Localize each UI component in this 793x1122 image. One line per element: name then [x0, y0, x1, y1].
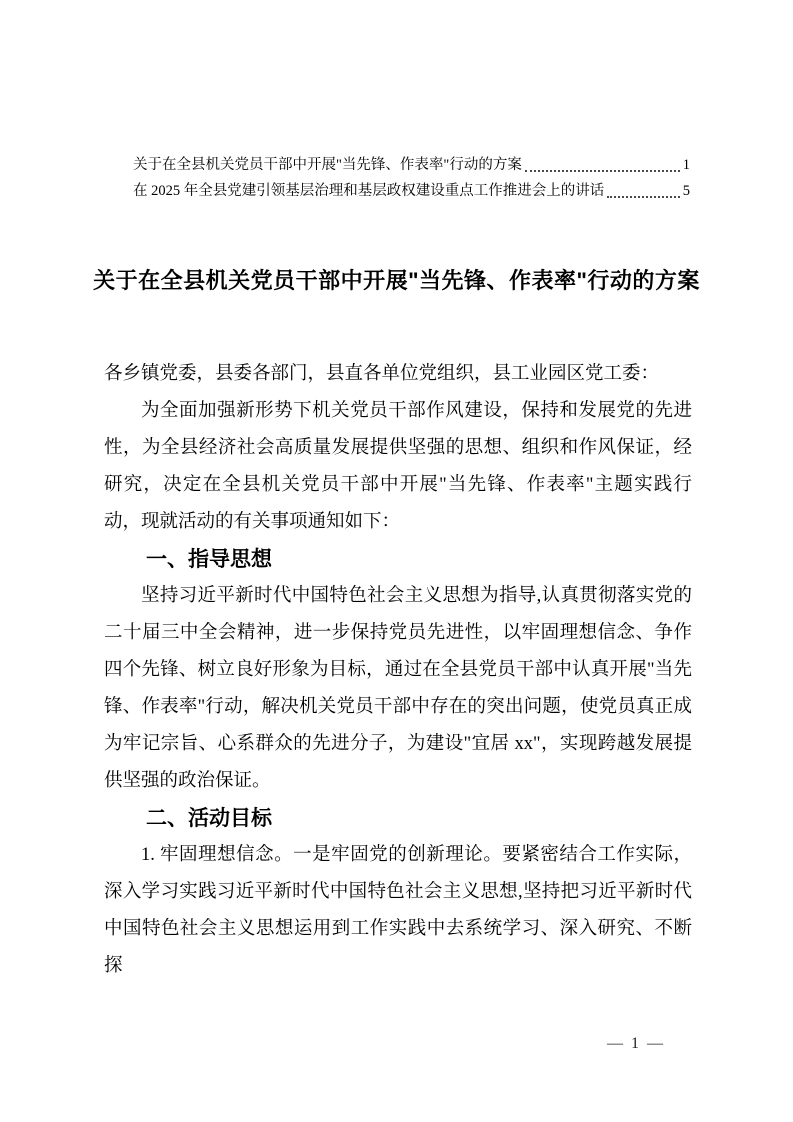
document-title: 关于在全县机关党员干部中开展"当先锋、作表率"行动的方案 [93, 268, 700, 293]
toc-entry[interactable] [133, 152, 690, 178]
toc-entry-title: 在 2025 年全县党建引领基层治理和基层政权建设重点工作推进会上的讲话 [133, 183, 605, 199]
toc-dot-leader [607, 196, 680, 198]
page-number-footer: — 1 — [607, 1035, 665, 1052]
section-heading-guiding-ideology: 一、指导思想 [146, 548, 272, 571]
paragraph-guiding-ideology: 坚持习近平新时代中国特色社会主义思想为指导,认真贯彻落实党的二十届三中全会精神，进一步保持党员先进性，以牢固理想信念、争作四个先锋、树立良好形象为目标，通过在全县党员干部中认真开展"当先锋、作表率"行动，解决机关党员干部中存在的突出问题，使党员真正成为牢记宗旨、心系群众的先进分子，为建设"宜居 xx"，实现跨越发展提供坚强的政治保证。 [104, 586, 692, 791]
salutation: 各乡镇党委，县委各部门，县直各单位党组织，县工业园区党工委： [104, 364, 660, 384]
paragraph-intro: 为全面加强新形势下机关党员干部作风建设，保持和发展党的先进性，为全县经济社会高质量发展提供坚强的思想、组织和作风保证，经研究，决定在全县机关党员干部中开展"当先锋、作表率"主题实践行动，现就活动的有关事项通知如下： [104, 401, 692, 532]
toc-entry[interactable] [133, 178, 690, 204]
toc-entry-title: 关于在全县机关党员干部中开展"当先锋、作表率"行动的方案 [133, 157, 522, 173]
toc-dot-leader [525, 170, 680, 172]
section-heading-activity-goals: 二、活动目标 [146, 807, 272, 830]
document-body [104, 356, 692, 985]
toc-page-number: 5 [682, 183, 690, 199]
table-of-contents [133, 152, 690, 204]
paragraph-activity-goals: 1. 牢固理想信念。一是牢固党的创新理论。要紧密结合工作实际，深入学习实践习近平新时代中国特色社会主义思想,坚持把习近平新时代中国特色社会主义思想运用到工作实践中去系统学习、深入研究、不断探 [104, 845, 692, 976]
toc-page-number: 1 [682, 157, 690, 173]
